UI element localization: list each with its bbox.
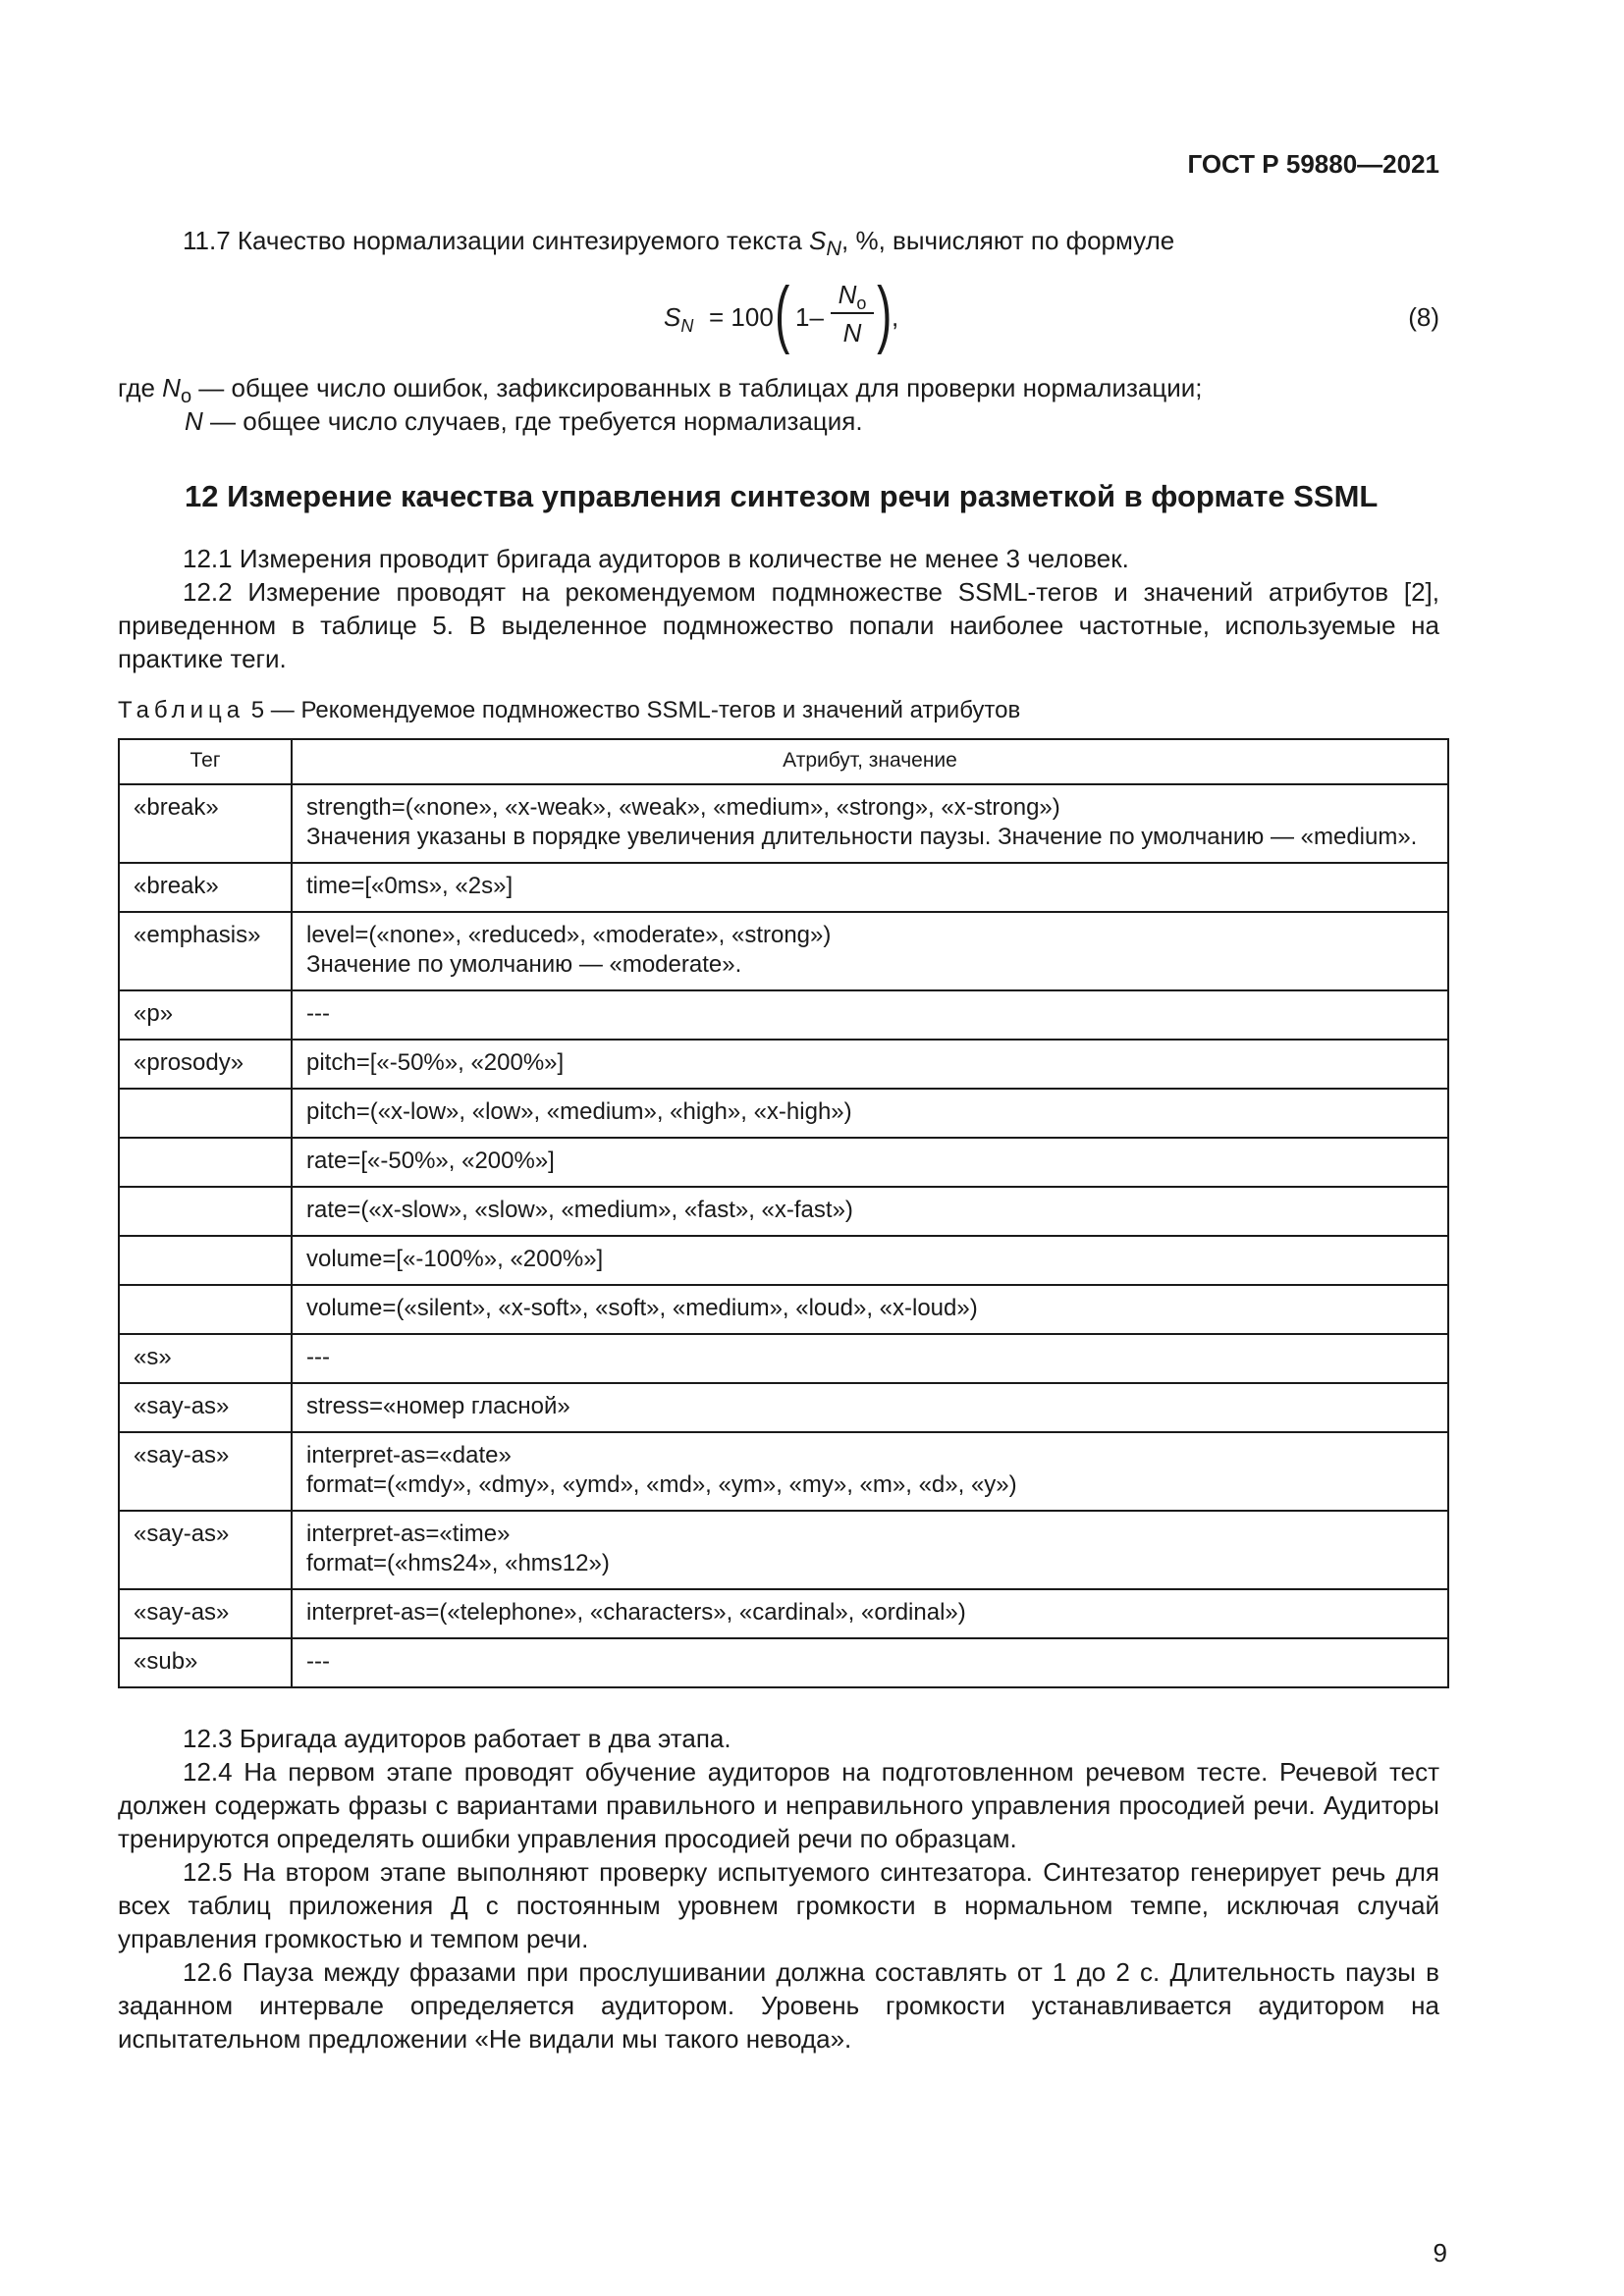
paragraph-12-5: 12.5 На втором этапе выполняют проверку испытуемого синтезатора. Синтезатор генерирует речь для всех таблиц приложения Д с постоянным уровнем громкости в нормальном темпе, исключая случай управления громкостью и темпом речи.: [118, 1857, 1439, 1953]
tag-cell: «sub»: [119, 1638, 292, 1687]
tag-cell: «prosody»: [119, 1040, 292, 1089]
attribute-cell: [292, 1589, 1448, 1638]
attribute-value: pitch=[«-50%», «200%»]: [306, 1049, 565, 1076]
tag-cell: [119, 1187, 292, 1236]
table-row: [119, 1383, 1448, 1432]
attribute-cell: [292, 990, 1448, 1040]
table-row: [119, 1589, 1448, 1638]
attribute-cell: [292, 912, 1448, 990]
attribute-value: time=[«0ms», «2s»]: [306, 873, 514, 899]
attribute-value: volume=[«-100%», «200%»]: [306, 1246, 604, 1272]
attribute-value: ---: [306, 1000, 330, 1027]
attribute-value: strength=(«none», «x-weak», «weak», «medium», «strong», «x-strong»): [306, 794, 1060, 821]
formula-one-minus: 1–: [795, 302, 824, 332]
formula-8: $S_N$ = 100 ( 1– $N_o$ N ) ,: [664, 272, 899, 355]
tag-cell: «break»: [119, 784, 292, 863]
tag-cell: «break»: [119, 863, 292, 912]
where-line-1: где $N_o$ — общее число ошибок, зафиксированных в таблицах для проверки нормализации;: [118, 373, 1203, 408]
table-row: [119, 1138, 1448, 1187]
attribute-value: stress=«номер гласной»: [306, 1393, 570, 1419]
attribute-value: interpret-as=«time»: [306, 1521, 511, 1547]
right-paren-icon: ): [877, 272, 893, 355]
table-row: [119, 990, 1448, 1040]
attribute-cell: [292, 1432, 1448, 1511]
column-header-tag: Тег: [119, 739, 292, 784]
paragraph-11-7: 11.7 Качество нормализации синтезируемого текста $S_N$, %, вычисляют по формуле: [183, 226, 1175, 261]
table-row: [119, 1236, 1448, 1285]
formula-numerator: $N_o$: [838, 280, 867, 314]
left-paren-icon: (: [775, 272, 790, 355]
formula-lhs: $S_N$: [664, 302, 694, 337]
attribute-cell: [292, 1089, 1448, 1138]
attribute-cell: [292, 784, 1448, 863]
table-row: [119, 1334, 1448, 1383]
attribute-value: rate=(«x-slow», «slow», «medium», «fast», «x-fast»): [306, 1197, 853, 1223]
paragraph-12-3: 12.3 Бригада аудиторов работает в два этапа.: [183, 1724, 731, 1753]
table-row: [119, 784, 1448, 863]
attribute-value: rate=[«-50%», «200%»]: [306, 1148, 555, 1174]
attribute-value: ---: [306, 1344, 330, 1370]
paragraph-12-1: 12.1 Измерения проводит бригада аудиторов в количестве не менее 3 человек.: [183, 544, 1129, 573]
table-row: [119, 912, 1448, 990]
ssml-table: [118, 738, 1449, 1688]
attribute-cell: [292, 1138, 1448, 1187]
tag-cell: «p»: [119, 990, 292, 1040]
column-header-attribute: Атрибут, значение: [292, 739, 1448, 784]
table-row: [119, 1638, 1448, 1687]
formula-fraction: [831, 277, 874, 349]
tag-cell: «say-as»: [119, 1383, 292, 1432]
attribute-note: Значение по умолчанию — «moderate».: [306, 951, 742, 978]
table-row: [119, 1511, 1448, 1589]
attribute-cell: [292, 1187, 1448, 1236]
paragraph-12-6: 12.6 Пауза между фразами при прослушивании должна составлять от 1 до 2 с. Длительность паузы в заданном интервале определяется аудитором. Уровень громкости устанавливается аудитором на испытательном предложении «Не видали мы такого невода».: [118, 1957, 1439, 2054]
table-caption: Таблица 5 — Рекомендуемое подмножество SSML-тегов и значений атрибутов: [118, 697, 1021, 723]
where-line-2: N — общее число случаев, где требуется нормализация.: [185, 406, 863, 436]
attribute-value: pitch=(«x-low», «low», «medium», «high», «x-high»): [306, 1098, 852, 1125]
table-row: [119, 1040, 1448, 1089]
standard-number: ГОСТ Р 59880—2021: [1187, 149, 1439, 179]
tag-cell: [119, 1089, 292, 1138]
equation-number: (8): [1408, 302, 1439, 332]
attribute-cell: [292, 1040, 1448, 1089]
page-number: 9: [1433, 2238, 1447, 2268]
attribute-value: level=(«none», «reduced», «moderate», «strong»): [306, 922, 832, 948]
section-12-heading: 12 Измерение качества управления синтезом речи разметкой в формате SSML: [185, 479, 1379, 513]
table-row: [119, 863, 1448, 912]
attribute-cell: [292, 1334, 1448, 1383]
attribute-cell: [292, 1285, 1448, 1334]
attribute-value: interpret-as=«date»: [306, 1442, 512, 1468]
tag-cell: [119, 1138, 292, 1187]
tag-cell: «say-as»: [119, 1589, 292, 1638]
tag-cell: «say-as»: [119, 1511, 292, 1589]
attribute-value: interpret-as=(«telephone», «characters», «cardinal», «ordinal»): [306, 1599, 966, 1626]
attribute-cell: [292, 863, 1448, 912]
table-header-row: [119, 739, 1448, 784]
table-row: [119, 1089, 1448, 1138]
table-row: [119, 1432, 1448, 1511]
table-row: [119, 1285, 1448, 1334]
paragraph-12-2: 12.2 Измерение проводят на рекомендуемом подмножестве SSML-тегов и значений атрибутов [2], приведенном в таблице 5. В выделенное подмножество попали наиболее частотные, используемые на практике теги.: [118, 577, 1439, 673]
tag-cell: «emphasis»: [119, 912, 292, 990]
formula-equals: = 100: [709, 302, 774, 332]
attribute-cell: [292, 1638, 1448, 1687]
tag-cell: [119, 1236, 292, 1285]
attribute-value: ---: [306, 1648, 330, 1675]
table-row: [119, 1187, 1448, 1236]
tag-cell: «say-as»: [119, 1432, 292, 1511]
attribute-cell: [292, 1236, 1448, 1285]
attribute-value: volume=(«silent», «x-soft», «soft», «medium», «loud», «x-loud»): [306, 1295, 978, 1321]
tag-cell: «s»: [119, 1334, 292, 1383]
paragraph-12-4: 12.4 На первом этапе проводят обучение аудиторов на подготовленном речевом тесте. Речевой тест должен содержать фразы с вариантами правильного и неправильного управления просодией речи. Аудиторы тренируются определять ошибки управления просодией речи по образцам.: [118, 1757, 1439, 1853]
tag-cell: [119, 1285, 292, 1334]
attribute-note: format=(«mdy», «dmy», «ymd», «md», «ym», «my», «m», «d», «y»): [306, 1471, 1017, 1498]
attribute-cell: [292, 1383, 1448, 1432]
attribute-note: Значения указаны в порядке увеличения длительности паузы. Значение по умолчанию — «medium».: [306, 824, 1418, 850]
attribute-note: format=(«hms24», «hms12»): [306, 1550, 610, 1576]
formula-denominator: N: [842, 318, 862, 347]
attribute-cell: [292, 1511, 1448, 1589]
